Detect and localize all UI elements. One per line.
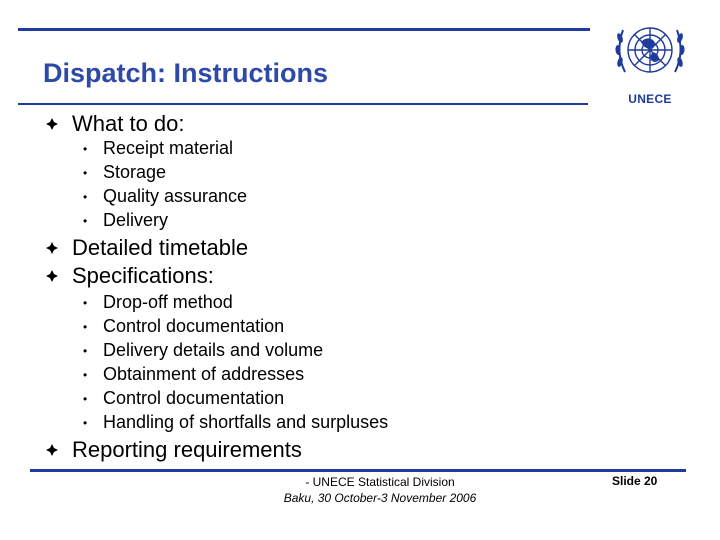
sub-bullet-text: Drop-off method: [103, 292, 233, 312]
diamond-bullet-icon: [46, 118, 58, 130]
un-emblem-icon: [605, 12, 695, 92]
sub-bullet-text: Obtainment of addresses: [103, 364, 305, 384]
bullet-text: Specifications:: [72, 263, 214, 288]
top-divider: [18, 28, 590, 31]
slide-title: Dispatch: Instructions: [43, 58, 329, 88]
bullet-text: Reporting requirements: [72, 437, 302, 462]
dot-bullet-icon: •: [83, 344, 88, 358]
logo-label: UNECE: [628, 92, 672, 106]
footer-text: [250, 474, 510, 506]
diamond-bullet-icon: [46, 270, 58, 282]
footer-event: Baku, 30 October-3 November 2006: [283, 491, 477, 505]
dot-bullet-icon: •: [83, 416, 88, 430]
dot-bullet-icon: •: [83, 190, 88, 204]
dot-bullet-icon: •: [83, 320, 88, 334]
dot-bullet-icon: •: [83, 296, 88, 310]
diamond-bullet-icon: [46, 242, 58, 254]
bullet-text: What to do:: [72, 111, 185, 136]
dot-bullet-icon: •: [83, 368, 88, 382]
slide-number: Slide 20: [612, 474, 658, 488]
footer-divider: [30, 469, 686, 472]
sub-bullet-text: Delivery details and volume: [103, 340, 324, 360]
sub-bullet-text: Handling of shortfalls and surpluses: [103, 412, 389, 432]
diamond-bullet-icon: [46, 444, 58, 456]
footer-organization: - UNECE Statistical Division: [305, 475, 455, 489]
sub-bullet-text: Delivery: [103, 210, 169, 230]
dot-bullet-icon: •: [83, 166, 88, 180]
sub-bullet-text: Receipt material: [103, 138, 234, 158]
sub-bullet-text: Quality assurance: [103, 186, 248, 206]
unece-logo: [605, 12, 695, 112]
dot-bullet-icon: •: [83, 214, 88, 228]
sub-bullet-text: Control documentation: [103, 388, 285, 408]
bullet-text: Detailed timetable: [72, 235, 249, 260]
sub-bullet-text: Control documentation: [103, 316, 285, 336]
dot-bullet-icon: •: [83, 392, 88, 406]
sub-bullet-text: Storage: [103, 162, 167, 182]
title-divider: [18, 103, 588, 105]
dot-bullet-icon: •: [83, 142, 88, 156]
